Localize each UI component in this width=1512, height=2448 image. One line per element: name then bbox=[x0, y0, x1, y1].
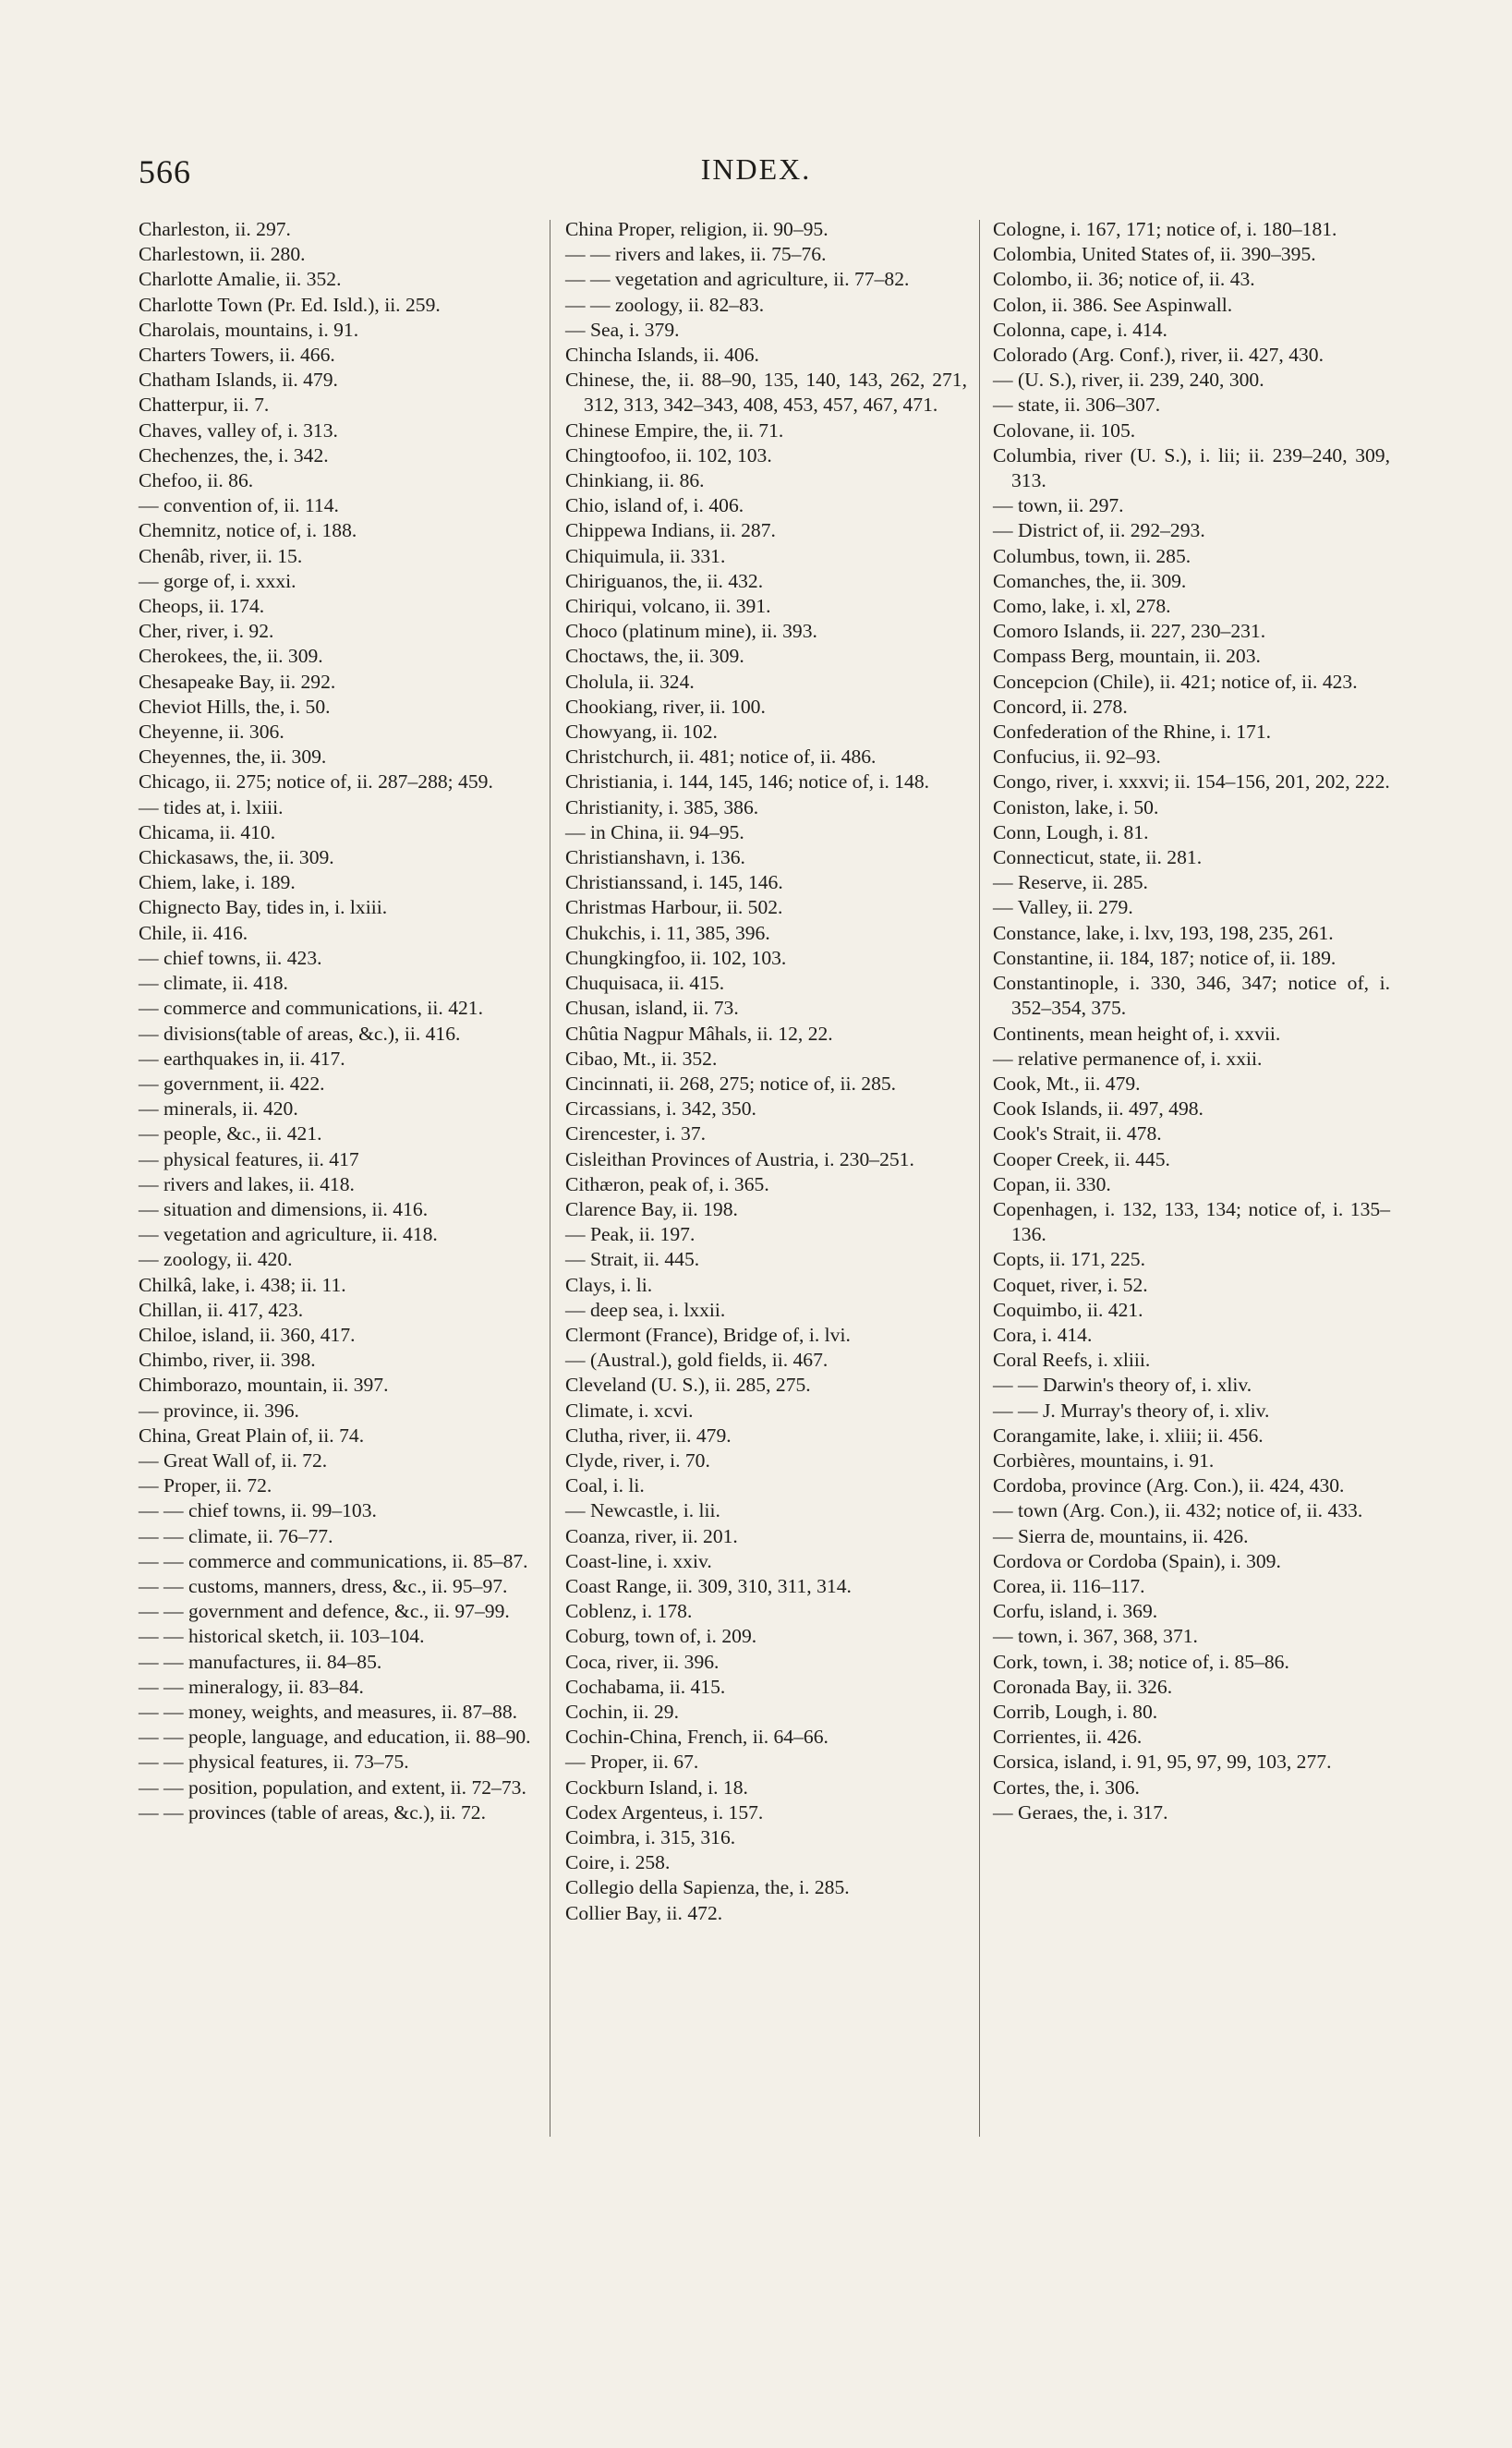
index-entry: — gorge of, i. xxxi. bbox=[139, 569, 296, 592]
index-entry: Cirencester, i. 37. bbox=[565, 1122, 707, 1145]
index-entry: Chincha Islands, ii. 406. bbox=[565, 344, 759, 367]
index-entry: Colonna, cape, i. 414. bbox=[993, 318, 1167, 341]
index-entry: — situation and dimensions, ii. 416. bbox=[139, 1197, 429, 1220]
index-entry: — — historical sketch, ii. 103–104. bbox=[139, 1625, 425, 1648]
index-entry: Chippewa Indians, ii. 287. bbox=[565, 519, 776, 542]
index-entry: — Strait, ii. 445. bbox=[565, 1248, 700, 1271]
index-entry: Congo, river, i. xxxvi; ii. 154–156, 201, 202, 222. bbox=[993, 770, 1390, 794]
page-header bbox=[0, 152, 1512, 199]
index-entry: Chile, ii. 416. bbox=[139, 921, 248, 944]
index-entry: — — zoology, ii. 82–83. bbox=[565, 293, 765, 316]
index-entry: Chusan, island, ii. 73. bbox=[565, 997, 739, 1020]
index-entry: — Great Wall of, ii. 72. bbox=[139, 1448, 328, 1472]
index-entry: Christianity, i. 385, 386. bbox=[565, 795, 759, 818]
index-entry: — Sea, i. 379. bbox=[565, 318, 680, 341]
index-entry: Clermont (France), Bridge of, i. lvi. bbox=[565, 1323, 851, 1346]
index-entry: Chefoo, ii. 86. bbox=[139, 469, 254, 492]
index-entry: Cork, town, i. 38; notice of, i. 85–86. bbox=[993, 1650, 1289, 1673]
index-entry: Christiania, i. 144, 145, 146; notice of, i. 148. bbox=[565, 770, 930, 794]
index-entry: Colombia, United States of, ii. 390–395. bbox=[993, 243, 1316, 266]
index-entry: Corea, ii. 116–117. bbox=[993, 1574, 1145, 1597]
index-entry: — in China, ii. 94–95. bbox=[565, 820, 744, 843]
index-entry: — climate, ii. 418. bbox=[139, 972, 288, 995]
index-entry: — — mineralogy, ii. 83–84. bbox=[139, 1675, 364, 1698]
index-entry: Cora, i. 414. bbox=[993, 1323, 1093, 1346]
index-entry: Comanches, the, ii. 309. bbox=[993, 569, 1187, 592]
index-entry: Choco (platinum mine), ii. 393. bbox=[565, 620, 817, 643]
index-entry: Cleveland (U. S.), ii. 285, 275. bbox=[565, 1374, 811, 1397]
index-entry: — earthquakes in, ii. 417. bbox=[139, 1047, 345, 1070]
index-entry: Chio, island of, i. 406. bbox=[565, 494, 744, 517]
index-entry: Columbia, river (U. S.), i. lii; ii. 239–240, 309, 313. bbox=[993, 443, 1390, 492]
index-entry: — Reserve, ii. 285. bbox=[993, 871, 1148, 894]
index-entry: Colorado (Arg. Conf.), river, ii. 427, 430. bbox=[993, 344, 1324, 367]
index-entry: Cochin, ii. 29. bbox=[565, 1700, 679, 1723]
index-entry: — District of, ii. 292–293. bbox=[993, 519, 1205, 542]
index-entry: Christmas Harbour, ii. 502. bbox=[565, 896, 783, 919]
index-entry: Cologne, i. 167, 171; notice of, i. 180–181. bbox=[993, 218, 1337, 240]
index-entry: — people, &c., ii. 421. bbox=[139, 1122, 322, 1145]
index-entry: Copts, ii. 171, 225. bbox=[993, 1248, 1145, 1271]
index-entry: Chemnitz, notice of, i. 188. bbox=[139, 519, 357, 542]
index-entry: Copenhagen, i. 132, 133, 134; notice of, i. 135–136. bbox=[993, 1197, 1390, 1246]
index-entry: Cook, Mt., ii. 479. bbox=[993, 1072, 1141, 1095]
index-entry: — — manufactures, ii. 84–85. bbox=[139, 1650, 382, 1673]
index-entry: Comoro Islands, ii. 227, 230–231. bbox=[993, 620, 1266, 643]
index-column-2 bbox=[565, 217, 967, 1926]
index-entry: Charolais, mountains, i. 91. bbox=[139, 318, 359, 341]
index-entry: Coquet, river, i. 52. bbox=[993, 1273, 1148, 1296]
index-entry: Chimborazo, mountain, ii. 397. bbox=[139, 1374, 389, 1397]
index-entry: China, Great Plain of, ii. 74. bbox=[139, 1424, 365, 1447]
index-entry: Clutha, river, ii. 479. bbox=[565, 1424, 732, 1447]
index-entry: — — physical features, ii. 73–75. bbox=[139, 1751, 409, 1774]
index-entry: Corrib, Lough, i. 80. bbox=[993, 1700, 1158, 1723]
index-entry: Chinese, the, ii. 88–90, 135, 140, 143, 262, 271, 312, 313, 342–343, 408, 453, 457, 467, 471. bbox=[565, 369, 967, 417]
index-entry: Corbières, mountains, i. 91. bbox=[993, 1448, 1215, 1472]
index-entry: — — commerce and communications, ii. 85–87. bbox=[139, 1549, 528, 1572]
index-entry: — commerce and communications, ii. 421. bbox=[139, 997, 483, 1020]
index-entry: — relative permanence of, i. xxii. bbox=[993, 1047, 1263, 1070]
index-entry: — convention of, ii. 114. bbox=[139, 494, 339, 517]
index-entry: Charleston, ii. 297. bbox=[139, 218, 291, 240]
index-entry: Colombo, ii. 36; notice of, ii. 43. bbox=[993, 268, 1255, 291]
index-entry: Circassians, i. 342, 350. bbox=[565, 1097, 756, 1121]
index-entry: Cortes, the, i. 306. bbox=[993, 1775, 1140, 1799]
index-entry: — — customs, manners, dress, &c., ii. 95–97. bbox=[139, 1574, 508, 1597]
index-entry: Charlotte Amalie, ii. 352. bbox=[139, 268, 342, 291]
index-entry: Clays, i. li. bbox=[565, 1273, 653, 1296]
index-entry: Codex Argenteus, i. 157. bbox=[565, 1800, 764, 1824]
index-entry: Chiloe, island, ii. 360, 417. bbox=[139, 1323, 356, 1346]
index-entry: Clyde, river, i. 70. bbox=[565, 1448, 710, 1472]
index-entry: — Valley, ii. 279. bbox=[993, 896, 1133, 919]
index-entry: — tides at, i. lxiii. bbox=[139, 795, 284, 818]
index-entry: Constance, lake, i. lxv, 193, 198, 235, 261. bbox=[993, 921, 1334, 944]
index-entry: Charlotte Town (Pr. Ed. Isld.), ii. 259. bbox=[139, 293, 441, 316]
index-entry: Chiquimula, ii. 331. bbox=[565, 544, 726, 567]
index-entry: — Newcastle, i. lii. bbox=[565, 1499, 720, 1522]
index-entry: Chaves, valley of, i. 313. bbox=[139, 418, 338, 442]
index-entry: Constantinople, i. 330, 346, 347; notice of, i. 352–354, 375. bbox=[993, 972, 1390, 1020]
index-entry: — Sierra de, mountains, ii. 426. bbox=[993, 1524, 1249, 1547]
index-entry: — province, ii. 396. bbox=[139, 1399, 299, 1422]
index-entry: Chenâb, river, ii. 15. bbox=[139, 544, 303, 567]
index-entry: — — Darwin's theory of, i. xliv. bbox=[993, 1374, 1252, 1397]
index-entry: Coanza, river, ii. 201. bbox=[565, 1524, 738, 1547]
index-entry: — — vegetation and agriculture, ii. 77–82. bbox=[565, 268, 910, 291]
index-entry: — rivers and lakes, ii. 418. bbox=[139, 1172, 355, 1195]
index-entry: — (U. S.), river, ii. 239, 240, 300. bbox=[993, 369, 1264, 392]
running-title: INDEX. bbox=[700, 152, 812, 186]
index-entry: Chilkâ, lake, i. 438; ii. 11. bbox=[139, 1273, 346, 1296]
index-entry: — (Austral.), gold fields, ii. 467. bbox=[565, 1349, 829, 1372]
index-entry: Coral Reefs, i. xliii. bbox=[993, 1349, 1151, 1372]
index-entry: Cordoba, province (Arg. Con.), ii. 424, 430. bbox=[993, 1474, 1345, 1497]
index-entry: — deep sea, i. lxxii. bbox=[565, 1298, 726, 1321]
index-entry: Concord, ii. 278. bbox=[993, 695, 1128, 718]
index-entry: Columbus, town, ii. 285. bbox=[993, 544, 1191, 567]
index-entry: Corsica, island, i. 91, 95, 97, 99, 103, 277. bbox=[993, 1751, 1332, 1774]
index-entry: Charters Towers, ii. 466. bbox=[139, 344, 335, 367]
index-entry: — town, i. 367, 368, 371. bbox=[993, 1625, 1198, 1648]
index-entry: Chukchis, i. 11, 385, 396. bbox=[565, 921, 770, 944]
index-entry: — Proper, ii. 72. bbox=[139, 1474, 272, 1497]
index-entry: — — climate, ii. 76–77. bbox=[139, 1524, 333, 1547]
index-entry: Cook's Strait, ii. 478. bbox=[993, 1122, 1162, 1145]
index-entry: — Proper, ii. 67. bbox=[565, 1751, 699, 1774]
index-entry: Cook Islands, ii. 497, 498. bbox=[993, 1097, 1204, 1121]
index-entry: Cisleithan Provinces of Austria, i. 230–251. bbox=[565, 1147, 914, 1170]
index-entry: Cithæron, peak of, i. 365. bbox=[565, 1172, 769, 1195]
index-entry: Cheops, ii. 174. bbox=[139, 595, 265, 618]
index-entry: Choctaws, the, ii. 309. bbox=[565, 645, 744, 668]
index-entry: Corrientes, ii. 426. bbox=[993, 1726, 1143, 1749]
index-entry: — chief towns, ii. 423. bbox=[139, 946, 322, 969]
index-entry: Chinkiang, ii. 86. bbox=[565, 469, 705, 492]
index-entry: Cholula, ii. 324. bbox=[565, 670, 695, 693]
index-entry: Chesapeake Bay, ii. 292. bbox=[139, 670, 336, 693]
index-entry: Climate, i. xcvi. bbox=[565, 1399, 694, 1422]
index-entry: Compass Berg, mountain, ii. 203. bbox=[993, 645, 1261, 668]
index-entry: — Peak, ii. 197. bbox=[565, 1223, 696, 1246]
index-entry: Chiriqui, volcano, ii. 391. bbox=[565, 595, 771, 618]
index-entry: Cochabama, ii. 415. bbox=[565, 1675, 726, 1698]
index-entry: Concepcion (Chile), ii. 421; notice of, ii. 423. bbox=[993, 670, 1358, 693]
index-entry: Collier Bay, ii. 472. bbox=[565, 1901, 723, 1924]
index-entry: Charlestown, ii. 280. bbox=[139, 243, 306, 266]
index-entry: Chatterpur, ii. 7. bbox=[139, 394, 270, 417]
index-entry: Chiriguanos, the, ii. 432. bbox=[565, 569, 764, 592]
index-column-1 bbox=[139, 217, 536, 1825]
index-entry: Chuquisaca, ii. 415. bbox=[565, 972, 725, 995]
index-entry: Coburg, town of, i. 209. bbox=[565, 1625, 757, 1648]
index-entry: Connecticut, state, ii. 281. bbox=[993, 846, 1203, 869]
index-entry: Corangamite, lake, i. xliii; ii. 456. bbox=[993, 1424, 1264, 1447]
index-entry: Como, lake, i. xl, 278. bbox=[993, 595, 1171, 618]
index-entry: Chungkingfoo, ii. 102, 103. bbox=[565, 946, 787, 969]
index-entry: China Proper, religion, ii. 90–95. bbox=[565, 218, 829, 240]
index-entry: — — chief towns, ii. 99–103. bbox=[139, 1499, 377, 1522]
index-entry: Cherokees, the, ii. 309. bbox=[139, 645, 323, 668]
index-entry: Cooper Creek, ii. 445. bbox=[993, 1147, 1170, 1170]
index-entry: Conn, Lough, i. 81. bbox=[993, 820, 1149, 843]
index-entry: Chignecto Bay, tides in, i. lxiii. bbox=[139, 896, 388, 919]
index-entry: Chickasaws, the, ii. 309. bbox=[139, 846, 334, 869]
index-entry: — town, ii. 297. bbox=[993, 494, 1124, 517]
index-entry: Clarence Bay, ii. 198. bbox=[565, 1197, 738, 1220]
index-entry: Confucius, ii. 92–93. bbox=[993, 745, 1161, 769]
index-entry: — town (Arg. Con.), ii. 432; notice of, ii. 433. bbox=[993, 1499, 1363, 1522]
index-entry: Cheviot Hills, the, i. 50. bbox=[139, 695, 331, 718]
index-entry: Chimbo, river, ii. 398. bbox=[139, 1349, 316, 1372]
index-entry: — — provinces (table of areas, &c.), ii. 72. bbox=[139, 1800, 486, 1824]
index-entry: Cochin-China, French, ii. 64–66. bbox=[565, 1726, 829, 1749]
index-entry: Cockburn Island, i. 18. bbox=[565, 1775, 748, 1799]
index-entry: — vegetation and agriculture, ii. 418. bbox=[139, 1223, 438, 1246]
index-entry: Colovane, ii. 105. bbox=[993, 418, 1136, 442]
index-entry: Colon, ii. 386. See Aspinwall. bbox=[993, 293, 1233, 316]
index-entry: Coronada Bay, ii. 326. bbox=[993, 1675, 1173, 1698]
index-entry: Chatham Islands, ii. 479. bbox=[139, 369, 338, 392]
index-entry: — — government and defence, &c., ii. 97–99. bbox=[139, 1600, 510, 1623]
index-entry: Cheyennes, the, ii. 309. bbox=[139, 745, 327, 769]
index-entry: — — J. Murray's theory of, i. xliv. bbox=[993, 1399, 1270, 1422]
index-entry: Chûtia Nagpur Mâhals, ii. 12, 22. bbox=[565, 1022, 833, 1045]
page-number: 566 bbox=[139, 153, 191, 190]
index-entry: Chiem, lake, i. 189. bbox=[139, 871, 296, 894]
index-entry: — physical features, ii. 417 bbox=[139, 1147, 359, 1170]
index-entry: Chillan, ii. 417, 423. bbox=[139, 1298, 304, 1321]
index-entry: Coimbra, i. 315, 316. bbox=[565, 1826, 736, 1848]
index-entry: Coast Range, ii. 309, 310, 311, 314. bbox=[565, 1574, 852, 1597]
index-entry: — state, ii. 306–307. bbox=[993, 394, 1161, 417]
index-entry: Chowyang, ii. 102. bbox=[565, 721, 718, 744]
index-entry: Chinese Empire, the, ii. 71. bbox=[565, 418, 784, 442]
index-entry: Chingtoofoo, ii. 102, 103. bbox=[565, 443, 772, 467]
index-entry: Chookiang, river, ii. 100. bbox=[565, 695, 766, 718]
index-column-3 bbox=[993, 217, 1390, 1825]
index-entry: — government, ii. 422. bbox=[139, 1072, 325, 1095]
index-entry: Confederation of the Rhine, i. 171. bbox=[993, 721, 1272, 744]
index-entry: Coquimbo, ii. 421. bbox=[993, 1298, 1143, 1321]
index-entry: Coblenz, i. 178. bbox=[565, 1600, 693, 1623]
index-entry: Cibao, Mt., ii. 352. bbox=[565, 1047, 718, 1070]
index-entry: Continents, mean height of, i. xxvii. bbox=[993, 1022, 1281, 1045]
column-divider bbox=[979, 220, 980, 2137]
index-entry: — — position, population, and extent, ii. 72–73. bbox=[139, 1775, 526, 1799]
index-entry: — zoology, ii. 420. bbox=[139, 1248, 293, 1271]
index-entry: Christianssand, i. 145, 146. bbox=[565, 871, 783, 894]
index-entry: Cher, river, i. 92. bbox=[139, 620, 274, 643]
index-entry: Chicago, ii. 275; notice of, ii. 287–288; 459. bbox=[139, 770, 493, 794]
index-entry: Chechenzes, the, i. 342. bbox=[139, 443, 329, 467]
index-entry: Cincinnati, ii. 268, 275; notice of, ii. 285. bbox=[565, 1072, 897, 1095]
index-entry: Christchurch, ii. 481; notice of, ii. 486. bbox=[565, 745, 877, 769]
index-entry: Coire, i. 258. bbox=[565, 1851, 671, 1874]
index-entry: Coast-line, i. xxiv. bbox=[565, 1549, 712, 1572]
index-entry: — — money, weights, and measures, ii. 87–88. bbox=[139, 1700, 518, 1723]
index-entry: Coal, i. li. bbox=[565, 1474, 645, 1497]
index-entry: — — rivers and lakes, ii. 75–76. bbox=[565, 243, 827, 266]
index-entry: — — people, language, and education, ii. 88–90. bbox=[139, 1726, 531, 1749]
index-entry: Coniston, lake, i. 50. bbox=[993, 795, 1159, 818]
index-entry: Coca, river, ii. 396. bbox=[565, 1650, 720, 1673]
index-entry: Chicama, ii. 410. bbox=[139, 820, 276, 843]
index-entry: Copan, ii. 330. bbox=[993, 1172, 1111, 1195]
index-entry: Cheyenne, ii. 306. bbox=[139, 721, 284, 744]
index-entry: — minerals, ii. 420. bbox=[139, 1097, 298, 1121]
index-entry: Cordova or Cordoba (Spain), i. 309. bbox=[993, 1549, 1281, 1572]
index-entry: Collegio della Sapienza, the, i. 285. bbox=[565, 1876, 850, 1899]
index-entry: Constantine, ii. 184, 187; notice of, ii. 189. bbox=[993, 946, 1337, 969]
index-entry: — Geraes, the, i. 317. bbox=[993, 1800, 1168, 1824]
index-entry: Corfu, island, i. 369. bbox=[993, 1600, 1158, 1623]
index-entry: — divisions(table of areas, &c.), ii. 416. bbox=[139, 1022, 461, 1045]
index-entry: Christianshavn, i. 136. bbox=[565, 846, 745, 869]
